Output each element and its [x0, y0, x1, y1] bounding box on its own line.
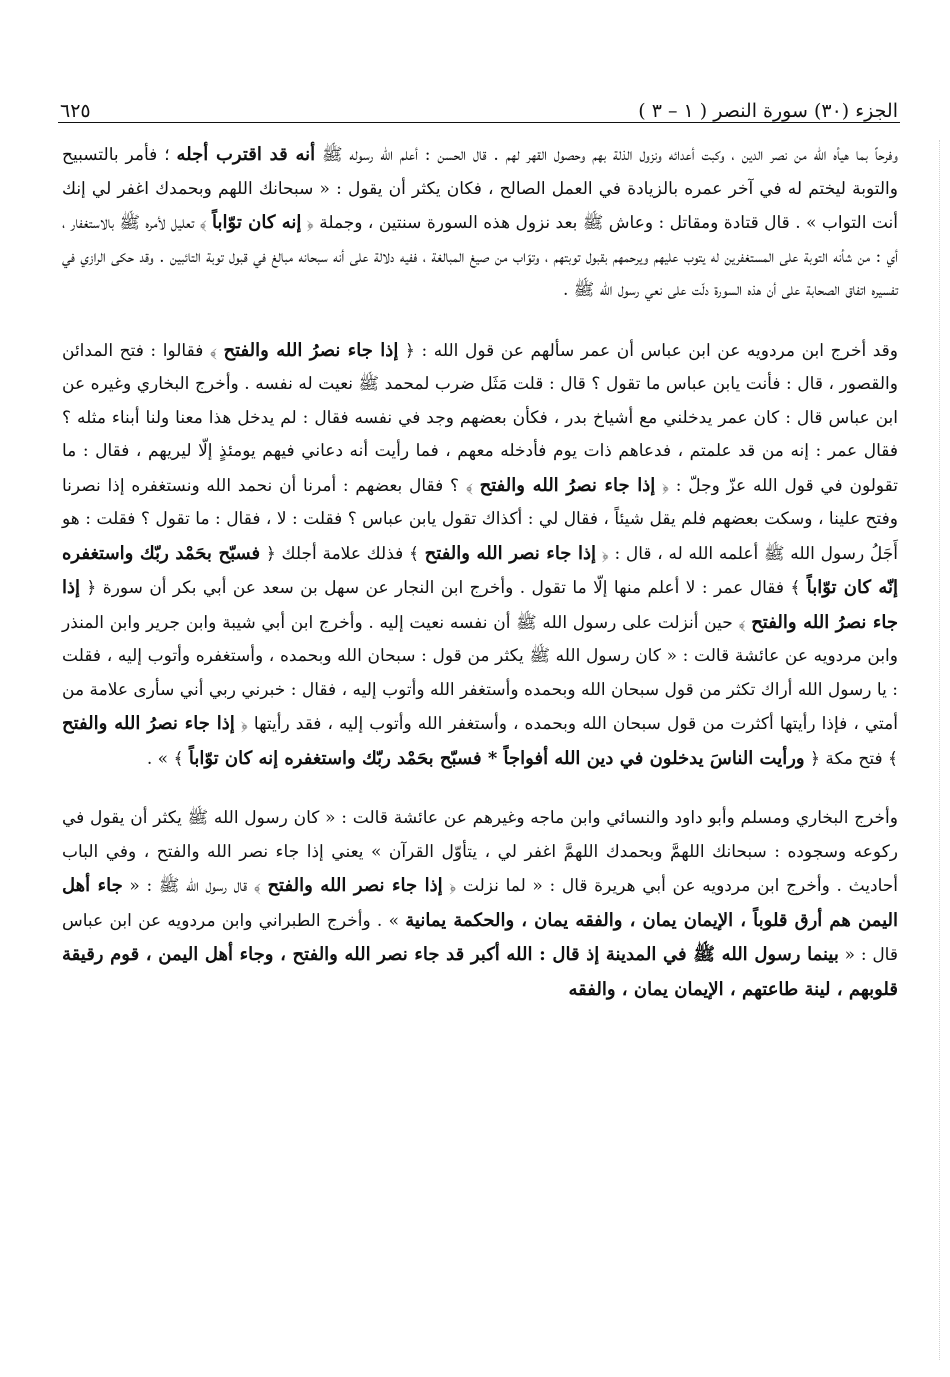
body-text: وقد أخرج ابن مردويه عن ابن عباس أن عمر سألهم عن قول الله : ﴿ [398, 340, 899, 361]
quran-quote-text: إذا جاء نصرُ الله والفتح [62, 713, 235, 734]
quran-quote-text: فسبّح بحَمْد ربّك واستغفره إنّه كان توّاباً [62, 542, 898, 598]
body-text: ﴾ قال رسول الله ﷺ : « [122, 876, 268, 896]
body-text: ﴾ فذلك علامة أجلك ﴿ [260, 543, 425, 564]
quran-quote-text: إذا جاء نصرُ الله والفتح [223, 339, 399, 361]
quran-quote-text: إذا جاء نصر الله والفتح [424, 542, 597, 564]
body-text: ﴾ تعليل لأمره ﷺ بالاستغفار ، أي : من شأنه التوبة على المستغفرين له يتوب عليهم ويرحمهم بقبول توبتهم ، وتوّاب من صيغ المبالغة ، ففيه دلالة على أنه سبحانه مبالغ في قبول توبة التائبين . وقد حكى الرازي في تفسيره اتفاق الصحابة على أن هذه السورة دلّت على نعي رسول الله ﷺ . [62, 213, 898, 300]
page-body [62, 138, 898, 1023]
quran-quote-text: إذا جاء نصر الله والفتح [267, 875, 443, 896]
body-text: وأخرج البخاري ومسلم وأبو داود والنسائي وابن ماجه وغيرهم عن عائشة قالت : « كان رسول الله ﷺ يكثر أن يقول في ركوعه وسجوده : سبحانك اللهمَّ وبحمدك اللهمَّ اغفر لي ، يتأوّل القرآن » يعني إذا جاء نصر الله والفتح ، وفي الباب أحاديث . وأخرج ابن مردويه عن أبي هريرة قال : « لما نزلت ﴿ [62, 808, 898, 896]
quran-quote-text: إذا جاء نصرُ الله والفتح [62, 577, 898, 633]
body-text: » . وأخرج الطبراني وابن مردويه عن ابن عباس قال : « [62, 910, 898, 965]
paragraph-3 [62, 802, 898, 1007]
quran-quote-text: جاء أهل اليمن هم أرق قلوباً ، الإيمان يمان ، والفقه يمان ، والحكمة يمانية [62, 875, 899, 931]
body-text: ﴾ » . [146, 748, 189, 769]
header-divider [58, 122, 900, 123]
body-text: ؛ فأمر بالتسبيح والتوبة ليختم له في آخر عمره بالزيادة في العمل الصالح ، فكان يكثر أن يقول : « سبحانك اللهم وبحمدك اغفر لي إنك أنت التواب » . قال قتادة ومقاتل : وعاش ﷺ بعد نزول هذه السورة سنتين ، وجملة ﴿ [62, 145, 898, 233]
body-text: ﴾ فقالوا : فتح المدائن والقصور ، قال : فأنت يابن عباس ما تقول ؟ قال : قلت مَثَل ضرب لمحمد ﷺ نعيت له نفسه . وأخرج البخاري وغيره عن ابن عباس قال : كان عمر يدخلني مع أشياخ بدر ، فكأن بعضهم وجد في نفسه فقال : لم يدخل هذا معنا ولنا أبناء مثله ؟ فقال عمر : إنه من قد علمتم ، فدعاهم ذات يوم فأدخله معهم ، فما رأيت أنه دعاني فيهم يومئذٍ إلّا ليريهم ، فقال : ما تقولون في قول الله عزّ وجلّ : ﴿ [62, 340, 899, 496]
quran-quote-text: ورأيت الناسَ يدخلون في دين الله أفواجاً * فسبّح بحَمْد ربّك واستغفره إنه كان توّاباً [188, 747, 805, 769]
body-text: ﴾ ؟ فقال بعضهم : أمرنا أن نحمد الله ونستغفره إذا نصرنا وفتح علينا ، وسكت بعضهم فلم يقل شيئاً ، فقال لي : أكذاك تقول يابن عباس ؟ فقلت : لا ، فقال : ما تقول ؟ فقلت : هو أَجَلُ رسول الله ﷺ أعلمه الله له ، قال : ﴿ [62, 475, 899, 564]
quran-quote-text: إنه كان توّاباً [212, 212, 302, 233]
scan-edge [939, 140, 940, 1360]
body-text: وفرحاً بما هيأه الله من نصر الدين ، وكبت أعدائه ونزول الذلة بهم وحصول القهر لهم . قال الحسن : أعلم الله رسوله ﷺ [315, 145, 898, 165]
paragraph-1 [62, 138, 898, 308]
page-number: ٦٢٥ [60, 100, 91, 122]
running-header [60, 92, 898, 122]
paragraph-2 [62, 334, 898, 777]
header-title: الجزء (٣٠) سورة النصر ( ١ – ٣ ) [638, 100, 898, 122]
body-text: ﴾ فقال عمر : لا أعلم منها إلّا ما تقول . وأخرج ابن النجار عن سهل بن سعد عن أبي بكر أن سورة ﴿ [80, 578, 807, 598]
quran-quote-text: أنه قد اقترب أجله [176, 144, 316, 165]
body-text: ﴾ حين أنزلت على رسول الله ﷺ أن نفسه نعيت إليه . وأخرج ابن أبي شيبة وابن جرير وابن المنذر وابن مردويه عن عائشة قالت : « كان رسول الله ﷺ يكثر من قول : سبحان الله وبحمده ، وأستغفره وأتوب إليه ، فقلت : يا رسول الله أراك تكثر من قول سبحان الله وبحمده وأستغفر الله وأتوب إليه ، فقال : خبرني ربي أني سأرى علامة من أمتي ، فإذا رأيتها أكثرت من قول سبحان الله وبحمده ، وأستغفر الله وأتوب إليه ، فقد رأيتها ﴿ [62, 612, 899, 734]
quran-quote-text: إذا جاء نصرُ الله والفتح [479, 474, 656, 496]
quran-quote-text: بينما رسول الله ﷺ في المدينة إذ قال : الله أكبر قد جاء نصر الله والفتح ، وجاء أهل اليمن ، قوم رقيقة قلوبهم ، لينة طاعتهم ، الإيمان يمان ، والفقه [62, 944, 898, 1000]
body-text: ﴾ فتح مكة ﴿ [804, 748, 898, 769]
